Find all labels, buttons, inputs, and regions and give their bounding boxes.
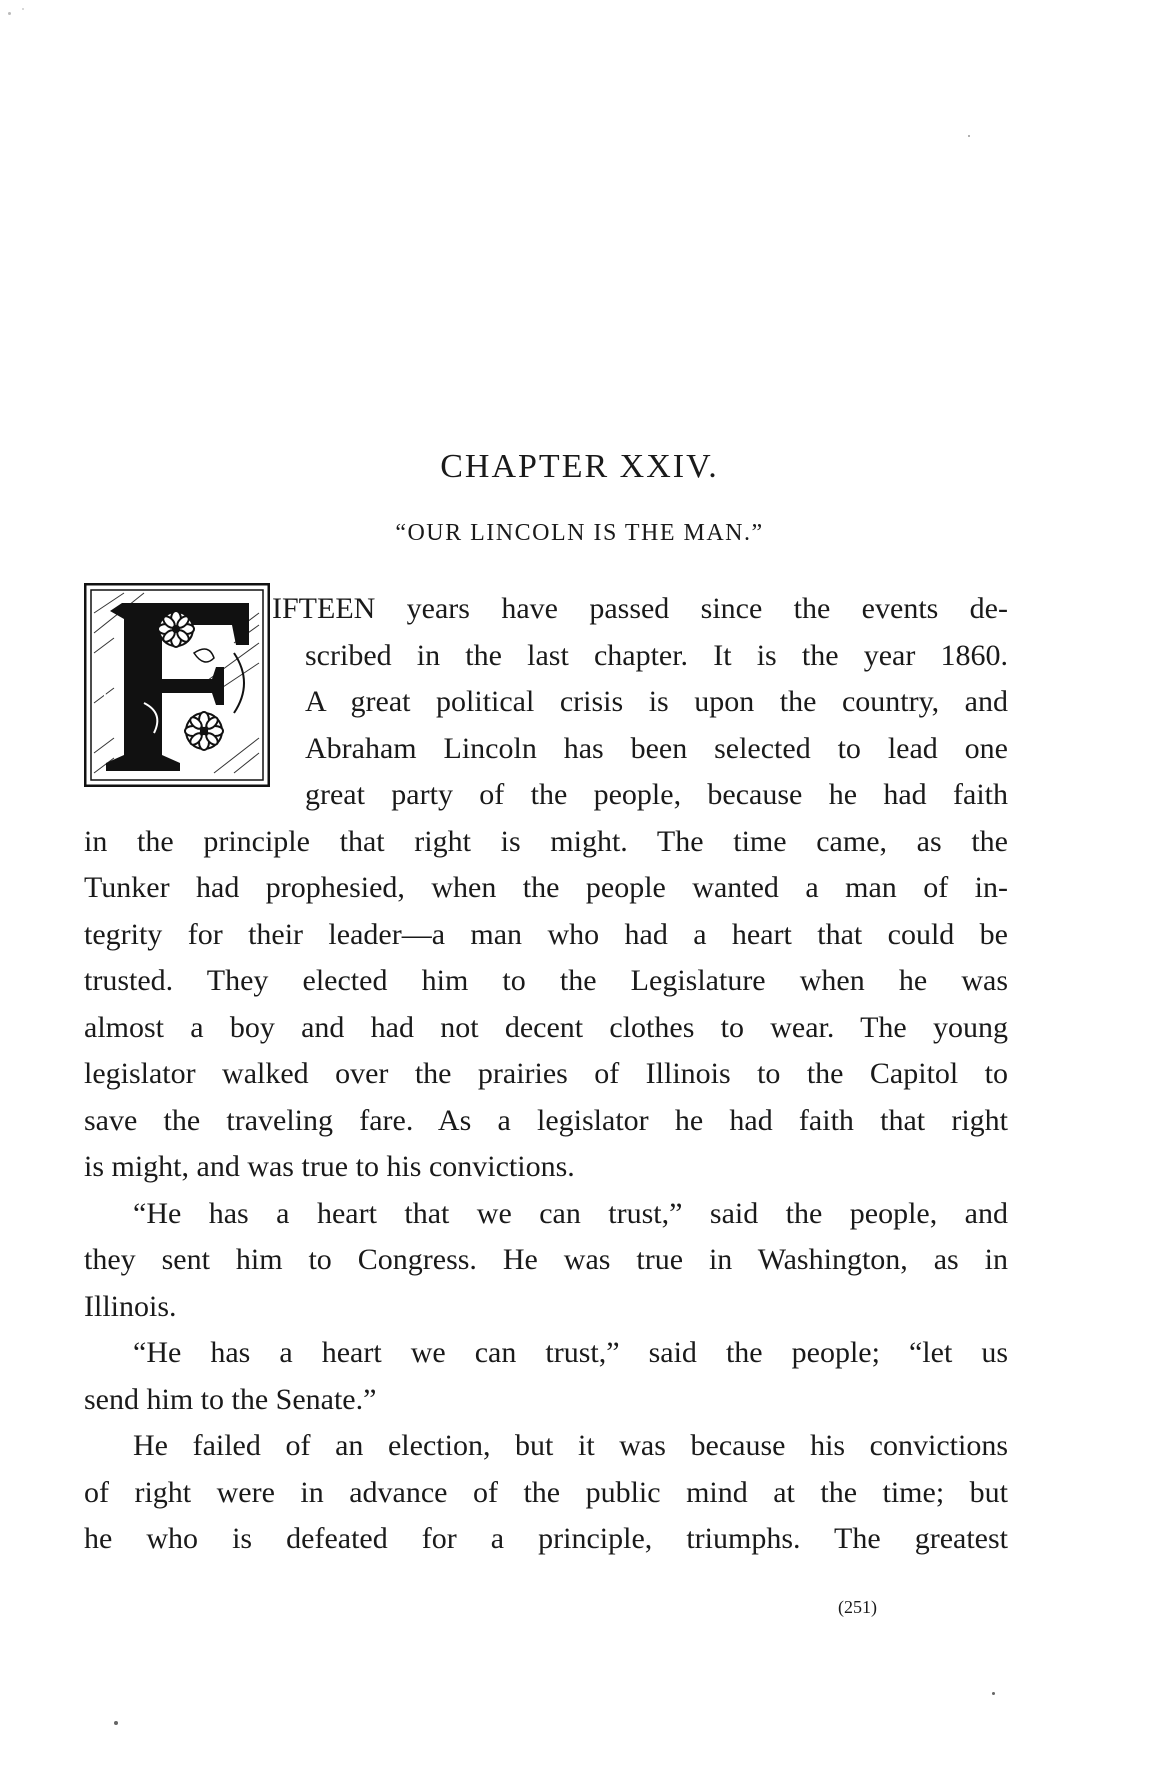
- body-line: Tunker had prophesied, when the people wanted a man of in-: [84, 871, 1008, 904]
- body-line: great party of the people, because he had faith: [305, 778, 1008, 811]
- scan-speck: [114, 1721, 118, 1725]
- body-line: A great political crisis is upon the country, and: [305, 685, 1008, 718]
- body-line: Abraham Lincoln has been selected to lead one: [305, 732, 1008, 765]
- scan-speck: [968, 135, 970, 137]
- body-line: trusted. They elected him to the Legislature when he was: [84, 964, 1008, 997]
- body-line: legislator walked over the prairies of Illinois to the Capitol to: [84, 1057, 1008, 1090]
- body-line: save the traveling fare. As a legislator he had faith that right: [84, 1104, 1008, 1137]
- body-line: Illinois.: [84, 1290, 177, 1323]
- body-line: is might, and was true to his convictions.: [84, 1150, 575, 1183]
- body-line: they sent him to Congress. He was true in Washington, as in: [84, 1243, 1008, 1276]
- body-line: of right were in advance of the public mind at the time; but: [84, 1476, 1008, 1509]
- body-line: he who is defeated for a principle, triumphs. The greatest: [84, 1522, 1008, 1555]
- page-number: (251): [838, 1597, 877, 1617]
- body-line: scribed in the last chapter. It is the year 1860.: [305, 639, 1008, 672]
- body-line: “He has a heart we can trust,” said the people; “let us: [133, 1336, 1008, 1369]
- scan-speck: [992, 1692, 995, 1695]
- body-line: IFTEEN years have passed since the events de-: [272, 592, 1008, 625]
- body-line: almost a boy and had not decent clothes to wear. The young: [84, 1011, 1008, 1044]
- body-line: send him to the Senate.”: [84, 1383, 377, 1416]
- chapter-title: CHAPTER XXIV.: [440, 448, 719, 485]
- body-line: “He has a heart that we can trust,” said the people, and: [133, 1197, 1008, 1230]
- chapter-subtitle: “OUR LINCOLN IS THE MAN.”: [395, 520, 764, 546]
- body-line: in the principle that right is might. The time came, as the: [84, 825, 1008, 858]
- body-line: He failed of an election, but it was because his convictions: [133, 1429, 1008, 1462]
- scan-speck: [8, 12, 11, 15]
- dropcap-f-ornament: [84, 583, 270, 787]
- body-line: tegrity for their leader—a man who had a heart that could be: [84, 918, 1008, 951]
- scan-speck: [22, 8, 24, 10]
